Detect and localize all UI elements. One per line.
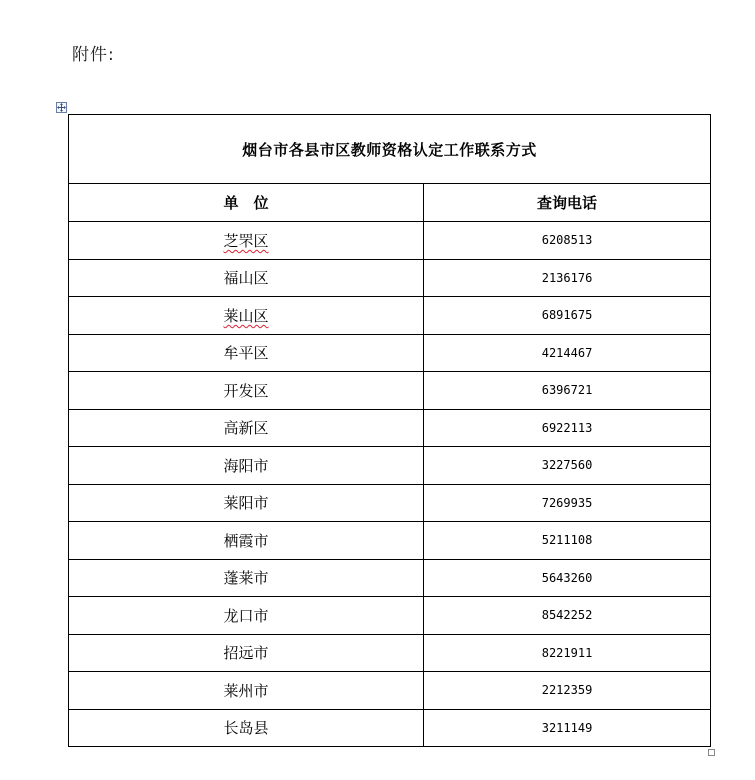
phone-cell: 3211149 (424, 709, 711, 747)
phone-cell: 6922113 (424, 409, 711, 447)
unit-name: 开发区 (223, 381, 269, 400)
table-row (69, 522, 711, 560)
unit-cell (69, 559, 424, 597)
table-row (69, 222, 711, 260)
unit-name: 栖霞市 (223, 531, 269, 550)
phone-cell: 4214467 (424, 334, 711, 372)
table-move-handle-icon[interactable] (56, 102, 67, 113)
table-row (69, 334, 711, 372)
unit-cell (69, 484, 424, 522)
unit-name: 长岛县 (223, 719, 269, 738)
unit-name: 莱阳市 (223, 494, 269, 513)
table-row (69, 559, 711, 597)
table-title-row (69, 115, 711, 184)
table-row (69, 259, 711, 297)
unit-cell (69, 297, 424, 335)
phone-cell: 2136176 (424, 259, 711, 297)
unit-cell (69, 447, 424, 485)
unit-name: 莱山区 (223, 306, 269, 325)
phone-cell: 6396721 (424, 372, 711, 410)
unit-name: 龙口市 (223, 606, 269, 625)
unit-cell (69, 372, 424, 410)
unit-cell (69, 334, 424, 372)
table-row (69, 484, 711, 522)
table-row (69, 372, 711, 410)
unit-name: 海阳市 (223, 456, 269, 475)
unit-cell (69, 634, 424, 672)
header-phone: 查询电话 (424, 184, 711, 222)
unit-name: 高新区 (223, 419, 269, 438)
phone-cell: 8221911 (424, 634, 711, 672)
unit-name: 莱州市 (223, 681, 269, 700)
unit-cell (69, 597, 424, 635)
table-header-row (69, 184, 711, 222)
unit-cell (69, 259, 424, 297)
table-resize-handle-icon[interactable] (708, 749, 715, 756)
phone-cell: 2212359 (424, 672, 711, 710)
table-title: 烟台市各县市区教师资格认定工作联系方式 (69, 115, 711, 184)
unit-cell (69, 709, 424, 747)
phone-cell: 5211108 (424, 522, 711, 560)
unit-cell (69, 222, 424, 260)
unit-cell (69, 672, 424, 710)
phone-cell: 5643260 (424, 559, 711, 597)
unit-name: 招远市 (223, 644, 269, 663)
unit-name: 蓬莱市 (223, 569, 269, 588)
unit-name: 福山区 (223, 269, 269, 288)
header-unit: 单 位 (69, 184, 424, 222)
phone-cell: 6208513 (424, 222, 711, 260)
phone-cell: 7269935 (424, 484, 711, 522)
unit-cell (69, 409, 424, 447)
unit-name: 牟平区 (223, 344, 269, 363)
table-row (69, 297, 711, 335)
attachment-label: 附件: (72, 45, 115, 65)
table-row (69, 672, 711, 710)
table-row (69, 597, 711, 635)
contact-table (68, 114, 711, 747)
table-row (69, 447, 711, 485)
table-row (69, 709, 711, 747)
phone-cell: 6891675 (424, 297, 711, 335)
table-row (69, 634, 711, 672)
unit-name: 芝罘区 (223, 231, 269, 250)
table-row (69, 409, 711, 447)
phone-cell: 3227560 (424, 447, 711, 485)
phone-cell: 8542252 (424, 597, 711, 635)
unit-cell (69, 522, 424, 560)
